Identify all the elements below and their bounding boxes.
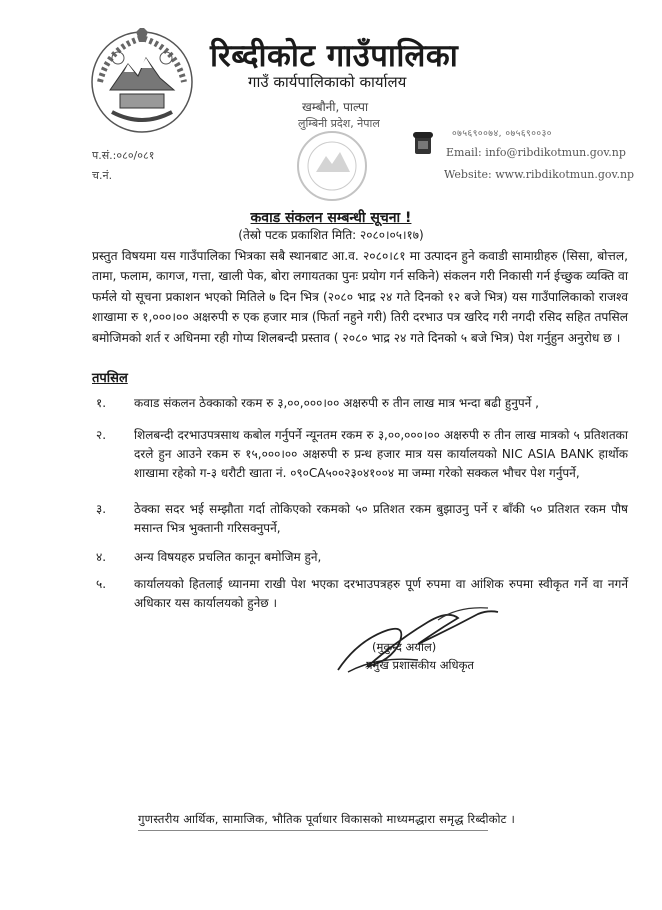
- list-item-text: अन्य विषयहरु प्रचलित कानून बमोजिम हुने,: [134, 550, 322, 564]
- list-item-number: ३.: [96, 502, 107, 516]
- reference-number: प.सं.:०८०/०८१: [92, 149, 155, 162]
- office-name: रिब्दीकोट गाउँपालिका: [210, 38, 459, 74]
- list-item-text: कार्यालयको हितलाई ध्यानमा राखी पेश भएका दरभाउपत्रहरु पूर्ण रुपमा वा आंशिक रुपमा स्वीकृत गर्ने वा नगर्ने अधिकार यस कार्यालयको हुनेछ ।: [134, 577, 628, 610]
- notice-title: [0, 208, 662, 227]
- office-seal-stamp: [292, 126, 372, 206]
- list-item-text: कवाड संकलन ठेक्काको रकम रु ३,००,०००।०० अक्षरुपी रु तीन लाख मात्र भन्दा बढी हुनुपर्ने ,: [134, 396, 539, 410]
- municipality-emblem-icon: [88, 28, 196, 136]
- details-heading: तपसिल: [92, 371, 128, 386]
- list-item-text: शिलबन्दी दरभाउपत्रसाथ कबोल गर्नुपर्ने न्यूनतम रकम रु ३,००,०००।०० अक्षरुपी रु तीन लाख मात्रको ५ प्रतिशतका दरले हुन आउने रकम रु १५,०००।०० अक्षरुपी रु प्रन्ध हजार मात्र यस कार्यालयको NIC ASIA BANK हार्थोक शाखामा रहेको ग-३ धरौटी खाता नं. ०९०CA५००२३०४१००४ मा जम्मा गरेको सक्कल भौचर पेश गर्नुपर्ने,: [134, 428, 628, 480]
- footer-slogan: गुणस्तरीय आर्थिक, सामाजिक, भौतिक पूर्वाधार विकासको माध्यमद्धारा समृद्ध रिब्दीकोट ।: [138, 812, 516, 826]
- notice-body: प्रस्तुत विषयमा यस गाउँपालिका भित्रका सबै स्थानबाट आ.व. २०८०।८१ मा उत्पादन हुने कवाडी सामाग्रीहरु (सिसा, बोत्तल, तामा, फलाम, कागज, गत्ता, खाली पेक, बोरा लगायतका पुनः प्रयोग गर्न सकिने) संकलन गरी निकासी गर्न ईच्छुक व्यक्ति वा फर्मले यो सूचना प्रकाशन भएको मितिले ७ दिन भित्र (२०८० भाद्र २४ गते दिनको १२ बजे भित्र) यस गाउँपालिकाको राजश्व शाखामा रु १,०००।०० अक्षरुपी रु एक हजार मात्र (फिर्ता नहुने गरी) तिरी दरभाउ पत्र खरिद गरी नगदी रसिद सहित तपसिल बमोजिमको शर्त र अधिनमा रही गोप्य शिलबन्दी प्रस्ताव ( २०८० भाद्र २४ गते दिनको ५ बजे भित्र) पेश गर्नुहुन अनुरोध छ ।: [92, 249, 628, 345]
- phone-number: ०७५६९००७४, ०७५६९००३०: [452, 129, 552, 139]
- list-item-number: २.: [96, 428, 107, 442]
- address-line: खम्बौनी, पाल्पा: [302, 100, 369, 114]
- list-item-number: १.: [96, 396, 107, 410]
- website-address: Website: www.ribdikotmun.gov.np: [444, 168, 635, 181]
- signatory-title: प्रमुख प्रशासकीय अधिकृत: [366, 658, 474, 672]
- signatory-name: (मुकुन्द अर्याल): [372, 640, 437, 654]
- notice-subtitle: (तेस्रो पटक प्रकाशित मिति: २०८०।०५।१७): [238, 228, 424, 242]
- list-item-number: ४.: [96, 550, 107, 564]
- footer-divider: [138, 830, 488, 831]
- list-item-number: ५.: [96, 577, 107, 591]
- office-subtitle: गाउँ कार्यपालिकाको कार्यालय: [248, 73, 407, 91]
- dispatch-number: च.नं.: [92, 169, 113, 182]
- notice-title-text: कवाड संकलन सम्बन्धी सूचना !: [250, 210, 412, 226]
- list-item-text: ठेक्का सदर भई सम्झौता गर्दा तोकिएको रकमको ५० प्रतिशत रकम बुझाउनु पर्ने र बाँकी ५० प्रतिशत रकम पौष मसान्त भित्र भुक्तानी गरिसक्नुपर्ने,: [134, 502, 628, 535]
- email-address: Email: info@ribdikotmun.gov.np: [446, 146, 626, 159]
- province-line: लुम्बिनी प्रदेश, नेपाल: [298, 117, 380, 130]
- phone-icon: [412, 130, 434, 156]
